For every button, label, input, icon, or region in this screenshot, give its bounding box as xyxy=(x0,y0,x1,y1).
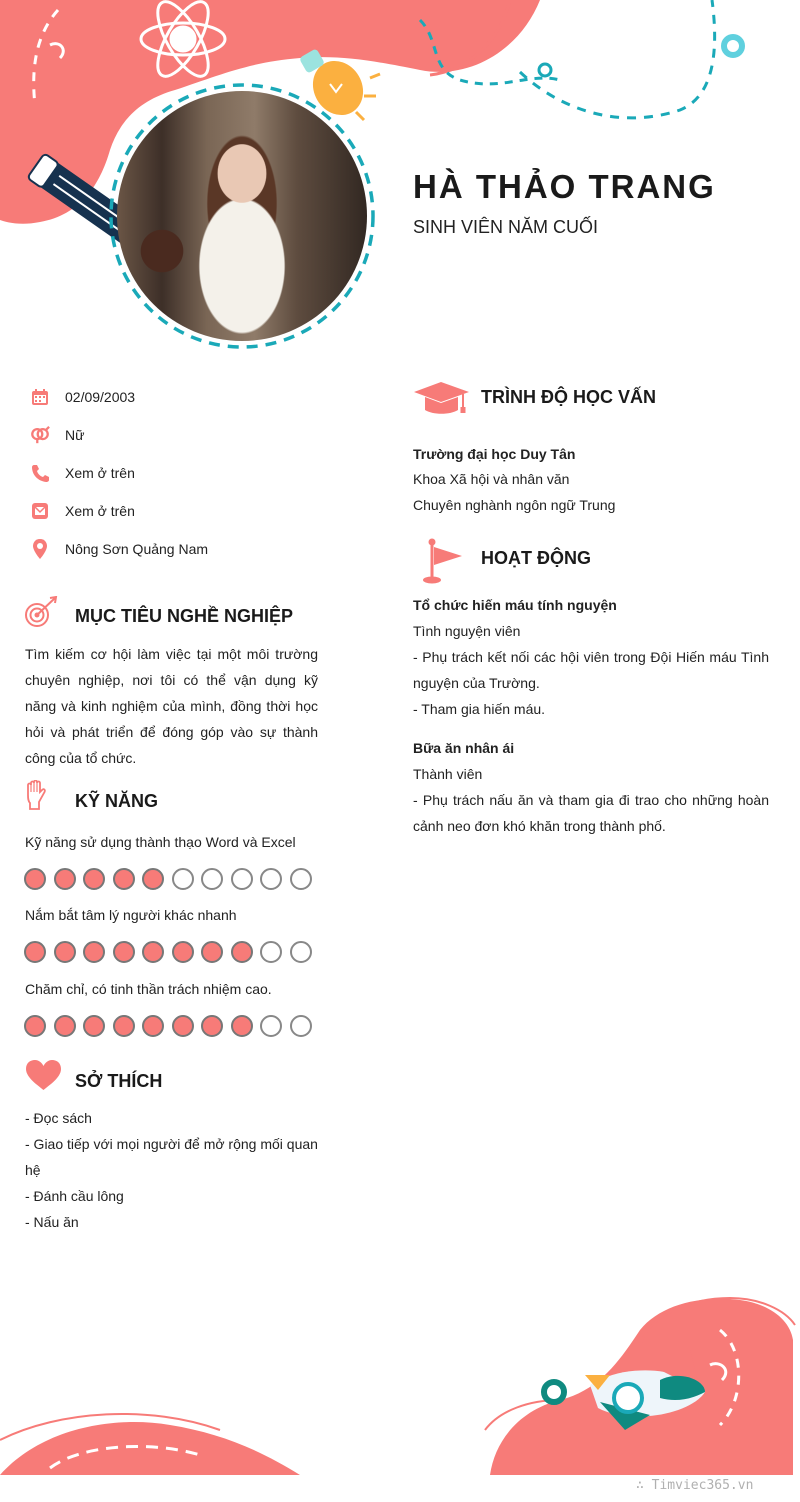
skill-dot xyxy=(24,941,46,963)
contact-text: Xem ở trên xyxy=(65,465,135,481)
skill-dot xyxy=(231,941,253,963)
candidate-name: HÀ THẢO TRANG xyxy=(413,168,716,205)
activity-detail: - Tham gia hiến máu. xyxy=(413,701,546,717)
skill-dot xyxy=(142,941,164,963)
contact-text: 02/09/2003 xyxy=(65,389,136,405)
skill-label: Chăm chỉ, có tinh thần trách nhiệm cao. xyxy=(25,981,272,997)
skill-dot xyxy=(201,1015,223,1037)
education-faculty: Khoa Xã hội và nhân văn xyxy=(413,471,570,487)
skill-dot xyxy=(231,1015,253,1037)
contact-email[interactable] xyxy=(30,499,135,523)
activity-position: Thành viên xyxy=(413,766,483,782)
skill-dot xyxy=(54,1015,76,1037)
activity-item xyxy=(413,592,769,722)
skill-rating xyxy=(24,868,312,890)
email-icon xyxy=(30,501,50,521)
contact-address xyxy=(30,537,208,561)
hobby-item: - Giao tiếp với mọi người để mở rộng mối quan hệ xyxy=(25,1136,318,1178)
activity-detail: - Phụ trách kết nối các hội viên trong Đội Hiến máu Tình nguyện của Trường. xyxy=(413,649,769,691)
skill-dot xyxy=(231,868,253,890)
skill-dot xyxy=(172,868,194,890)
contact-birthdate xyxy=(30,385,135,409)
skill-rating xyxy=(24,941,312,963)
phone-icon xyxy=(30,463,50,483)
skill-dot xyxy=(54,868,76,890)
hand-icon xyxy=(25,780,47,810)
skill-dot xyxy=(290,1015,312,1037)
skill-label: Kỹ năng sử dụng thành thạo Word và Excel xyxy=(25,834,296,850)
location-pin-icon xyxy=(30,539,50,559)
contact-phone[interactable] xyxy=(30,461,135,485)
activity-org: Bữa ăn nhân ái xyxy=(413,740,515,756)
objective-text: Tìm kiếm cơ hội làm việc tại một môi trường chuyên nghiệp, nơi tôi có thể vận dụng kỹ năng và kinh nghiệm của mình, đồng thời học hỏi và phát triển để đóng góp vào sự thành công của tổ chức. xyxy=(25,646,318,766)
skill-dot xyxy=(260,1015,282,1037)
skill-dot xyxy=(290,941,312,963)
skill-dot xyxy=(83,868,105,890)
activity-org: Tổ chức hiến máu tính nguyện xyxy=(413,597,617,613)
calendar-icon xyxy=(30,387,50,407)
skill-dot xyxy=(260,868,282,890)
skill-dot xyxy=(24,868,46,890)
contact-text: Nữ xyxy=(65,427,85,443)
education-school: Trường đại học Duy Tân xyxy=(413,446,576,462)
hobby-item: - Đánh cầu lông xyxy=(25,1188,124,1204)
contact-gender xyxy=(30,423,84,447)
activity-position: Tình nguyện viên xyxy=(413,623,521,639)
hobby-item: - Nấu ăn xyxy=(25,1214,79,1230)
skill-dot xyxy=(113,868,135,890)
skill-dot xyxy=(172,941,194,963)
candidate-role: SINH VIÊN NĂM CUỐI xyxy=(413,217,599,237)
education-title: TRÌNH ĐỘ HỌC VẤN xyxy=(481,387,656,407)
education-major: Chuyên nghành ngôn ngữ Trung xyxy=(413,497,616,513)
skill-dot xyxy=(142,868,164,890)
watermark: ∴ Timviec365.vn xyxy=(636,1478,754,1493)
skill-dot xyxy=(201,868,223,890)
footer-decoration xyxy=(0,1290,800,1502)
skill-label: Nắm bắt tâm lý người khác nhanh xyxy=(25,907,237,923)
skill-dot xyxy=(83,941,105,963)
skill-dot xyxy=(113,941,135,963)
skill-dot xyxy=(54,941,76,963)
profile-photo xyxy=(117,91,367,341)
flag-icon xyxy=(420,538,464,584)
activity-item xyxy=(413,735,769,839)
contact-text: Xem ở trên xyxy=(65,503,135,519)
skill-dot xyxy=(201,941,223,963)
skill-dot xyxy=(142,1015,164,1037)
objective-title: MỤC TIÊU NGHỀ NGHIỆP xyxy=(75,606,294,626)
target-icon xyxy=(24,596,58,630)
skill-dot xyxy=(290,868,312,890)
heart-icon xyxy=(25,1059,62,1091)
hobbies-list xyxy=(25,1105,318,1235)
hobby-item: - Đọc sách xyxy=(25,1110,92,1126)
skill-rating xyxy=(24,1015,312,1037)
activity-detail: - Phụ trách nấu ăn và tham gia đi trao cho những hoàn cảnh neo đơn khó khăn trong thành phố. xyxy=(413,792,769,834)
gender-icon xyxy=(30,425,50,445)
contact-text: Nông Sơn Quảng Nam xyxy=(65,541,209,557)
skill-dot xyxy=(172,1015,194,1037)
hobbies-title: SỞ THÍCH xyxy=(75,1071,163,1091)
skill-dot xyxy=(83,1015,105,1037)
skill-dot xyxy=(260,941,282,963)
skill-dot xyxy=(24,1015,46,1037)
skills-title: KỸ NĂNG xyxy=(75,791,159,811)
skill-dot xyxy=(113,1015,135,1037)
graduation-cap-icon xyxy=(413,380,470,416)
activities-title: HOẠT ĐỘNG xyxy=(481,548,591,568)
